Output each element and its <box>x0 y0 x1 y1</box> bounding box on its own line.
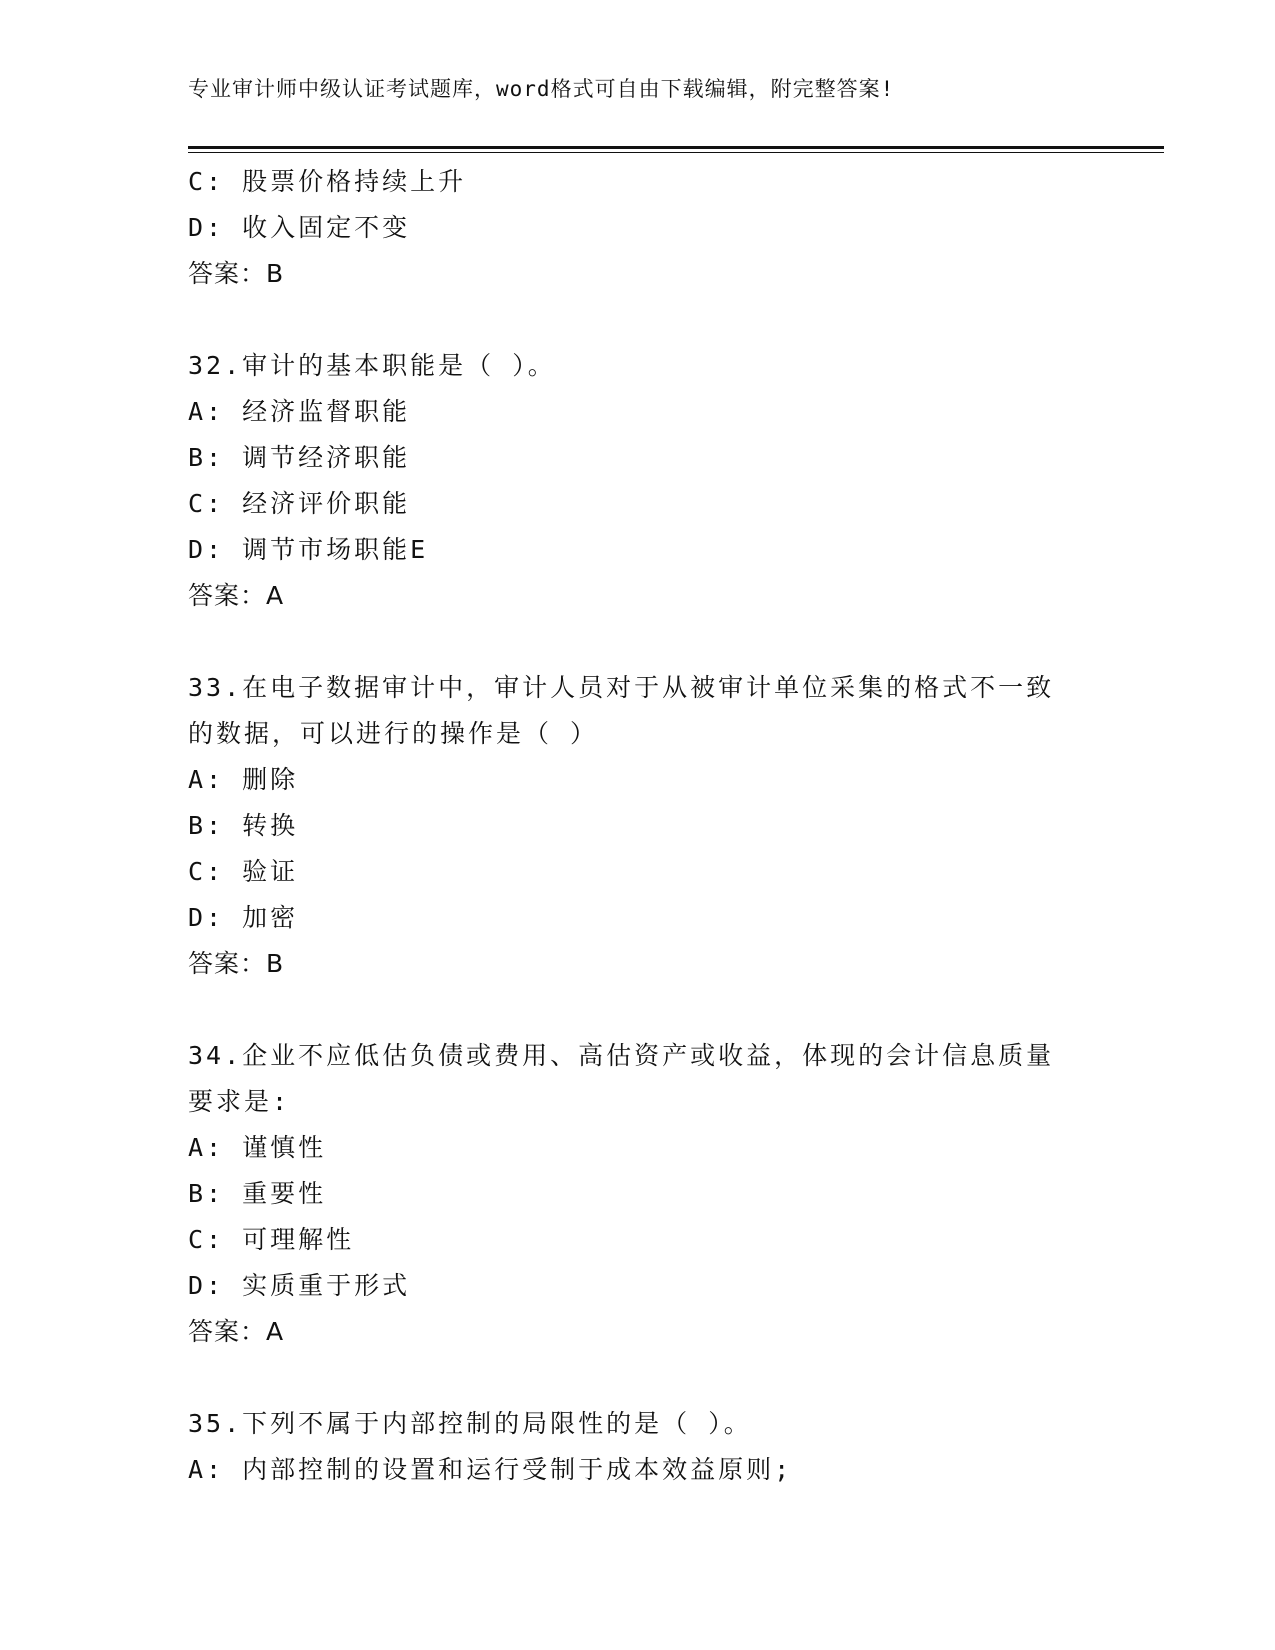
option-c: C: 经济评价职能 <box>188 489 411 518</box>
header-rule-thick <box>188 146 1164 149</box>
spacer <box>188 1355 1088 1401</box>
spacer <box>188 987 1088 1033</box>
option-c: C: 可理解性 <box>188 1225 355 1254</box>
spacer <box>188 619 1088 665</box>
question-stem: 34.企业不应低估负债或费用、高估资产或收益，体现的会计信息质量 <box>188 1041 1055 1070</box>
question-32 <box>188 343 1088 619</box>
option-a: A: 删除 <box>188 765 299 794</box>
option-a: A: 内部控制的设置和运行受制于成本效益原则; <box>188 1455 793 1484</box>
option-b: B: 重要性 <box>188 1179 327 1208</box>
option-d: D: 收入固定不变 <box>188 213 411 242</box>
answer: 答案：A <box>188 1317 285 1346</box>
question-stem: 35.下列不属于内部控制的局限性的是（ ）。 <box>188 1409 752 1438</box>
option-a: A: 谨慎性 <box>188 1133 327 1162</box>
header-rule-thin <box>188 152 1164 153</box>
option-c: C: 股票价格持续上升 <box>188 167 467 196</box>
question-31-continued <box>188 159 1088 297</box>
option-b: B: 调节经济职能 <box>188 443 411 472</box>
option-d: D: 加密 <box>188 903 299 932</box>
question-stem-continued: 的数据，可以进行的操作是（ ） <box>188 719 599 748</box>
question-34 <box>188 1033 1088 1355</box>
page-header: 专业审计师中级认证考试题库，word格式可自由下载编辑，附完整答案! <box>188 77 895 101</box>
option-d: D: 调节市场职能E <box>188 535 429 564</box>
answer: 答案：B <box>188 259 285 288</box>
option-a: A: 经济监督职能 <box>188 397 411 426</box>
answer: 答案：B <box>188 949 285 978</box>
option-b: B: 转换 <box>188 811 299 840</box>
question-33 <box>188 665 1088 987</box>
option-d: D: 实质重于形式 <box>188 1271 411 1300</box>
option-c: C: 验证 <box>188 857 299 886</box>
document-body <box>188 159 1088 1493</box>
spacer <box>188 297 1088 343</box>
question-stem-continued: 要求是: <box>188 1087 291 1116</box>
question-35 <box>188 1401 1088 1493</box>
question-stem: 32.审计的基本职能是（ ）。 <box>188 351 556 380</box>
question-stem: 33.在电子数据审计中，审计人员对于从被审计单位采集的格式不一致 <box>188 673 1055 702</box>
answer: 答案：A <box>188 581 285 610</box>
